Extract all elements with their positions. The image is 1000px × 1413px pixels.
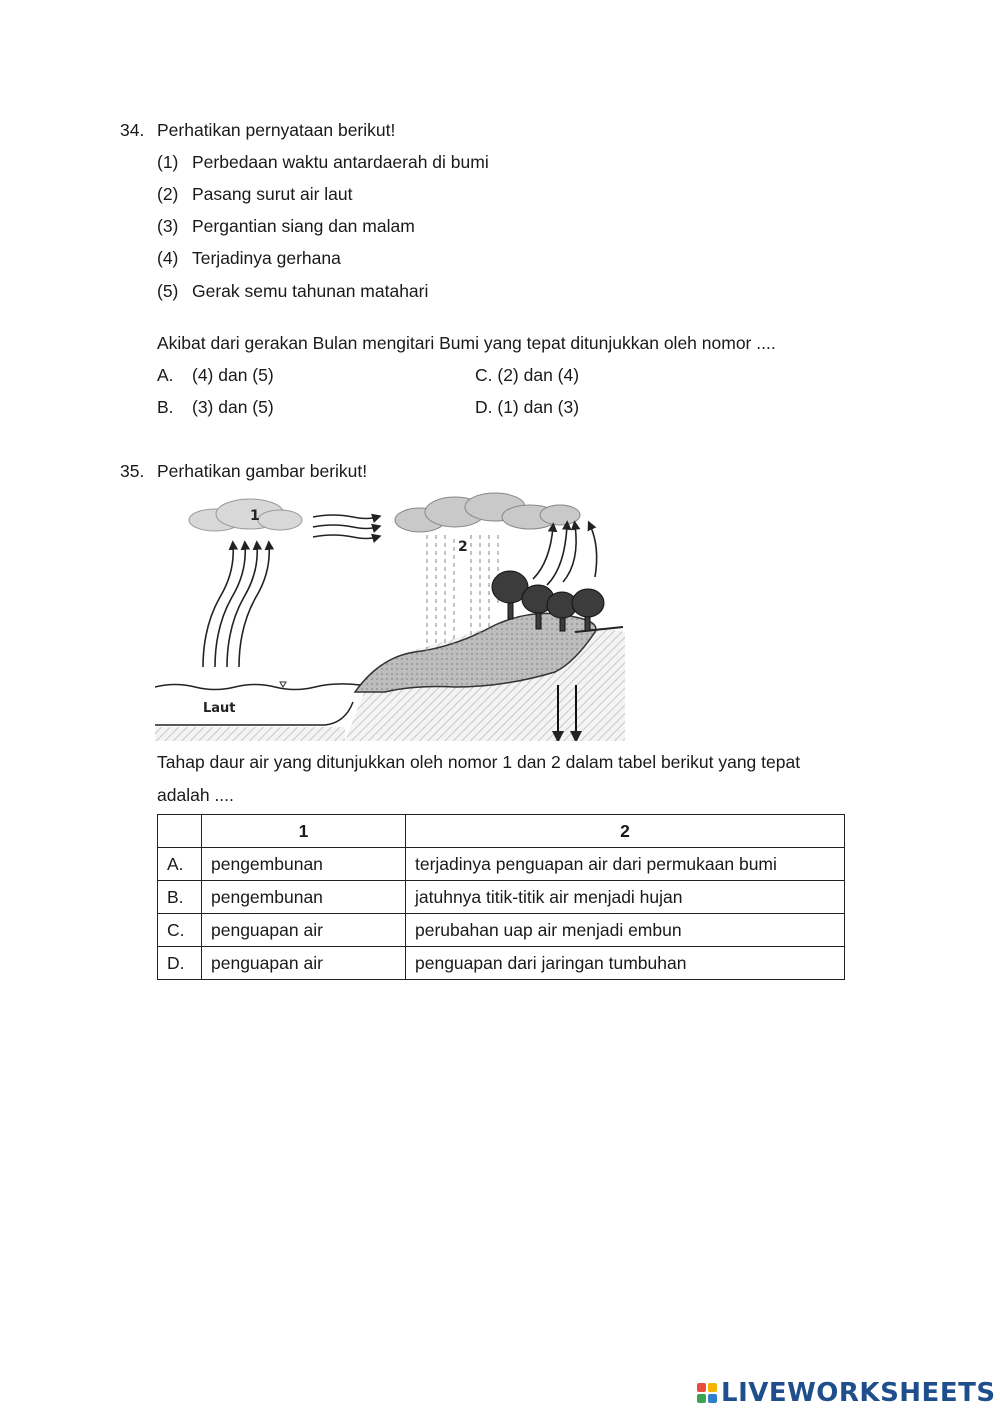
brand-name: LIVEWORKSHEETS — [721, 1378, 996, 1408]
question-34-text: Akibat dari gerakan Bulan mengitari Bumi yang tepat ditunjukkan oleh nomor .... — [157, 333, 776, 353]
table-cell: perubahan uap air menjadi embun — [406, 914, 845, 947]
option-cell[interactable]: D. — [158, 947, 202, 980]
answer-table — [157, 814, 845, 980]
option-a-text[interactable]: (4) dan (5) — [192, 365, 274, 385]
statement-number: (4) — [157, 248, 179, 268]
statement-text: Terjadinya gerhana — [192, 248, 341, 268]
logo-icon — [697, 1383, 717, 1403]
water-cycle-figure — [155, 487, 625, 741]
question-35-text-line2: adalah .... — [157, 785, 234, 805]
statement-text: Gerak semu tahunan matahari — [192, 281, 429, 301]
table-header-cell — [158, 815, 202, 848]
statement-text: Pasang surut air laut — [192, 184, 353, 204]
question-34-number: 34. — [120, 120, 145, 140]
figure-label-2: 2 — [458, 539, 468, 555]
table-header-cell: 2 — [406, 815, 845, 848]
option-b-text[interactable]: (3) dan (5) — [192, 397, 274, 417]
table-cell: pengembunan — [202, 848, 406, 881]
option-cell[interactable]: C. — [158, 914, 202, 947]
table-cell: terjadinya penguapan air dari permukaan bumi — [406, 848, 845, 881]
option-b-label[interactable]: B. — [157, 397, 174, 417]
table-header-row — [158, 815, 845, 848]
table-cell: pengembunan — [202, 881, 406, 914]
option-a-label[interactable]: A. — [157, 365, 174, 385]
question-34-prompt: Perhatikan pernyataan berikut! — [157, 120, 396, 140]
table-row[interactable] — [158, 881, 845, 914]
table-row[interactable] — [158, 914, 845, 947]
table-cell: jatuhnya titik-titik air menjadi hujan — [406, 881, 845, 914]
question-35-prompt: Perhatikan gambar berikut! — [157, 461, 368, 481]
table-row[interactable] — [158, 947, 845, 980]
statement-number: (3) — [157, 216, 179, 236]
sea-label: Laut — [203, 701, 236, 716]
question-35-text-line1: Tahap daur air yang ditunjukkan oleh nomor 1 dan 2 dalam tabel berikut yang tepat — [157, 752, 801, 772]
statement-number: (2) — [157, 184, 179, 204]
table-row[interactable] — [158, 848, 845, 881]
table-cell: penguapan air — [202, 914, 406, 947]
liveworksheets-logo[interactable] — [697, 1378, 996, 1408]
statement-number: (5) — [157, 281, 179, 301]
option-cell[interactable]: A. — [158, 848, 202, 881]
statement-text: Perbedaan waktu antardaerah di bumi — [192, 152, 489, 172]
table-cell: penguapan dari jaringan tumbuhan — [406, 947, 845, 980]
statement-text: Pergantian siang dan malam — [192, 216, 415, 236]
option-d[interactable]: D. (1) dan (3) — [475, 397, 580, 417]
question-35-number: 35. — [120, 461, 145, 481]
option-c[interactable]: C. (2) dan (4) — [475, 365, 580, 385]
table-cell: penguapan air — [202, 947, 406, 980]
option-cell[interactable]: B. — [158, 881, 202, 914]
statement-number: (1) — [157, 152, 179, 172]
figure-label-1: 1 — [250, 508, 260, 524]
table-header-cell: 1 — [202, 815, 406, 848]
